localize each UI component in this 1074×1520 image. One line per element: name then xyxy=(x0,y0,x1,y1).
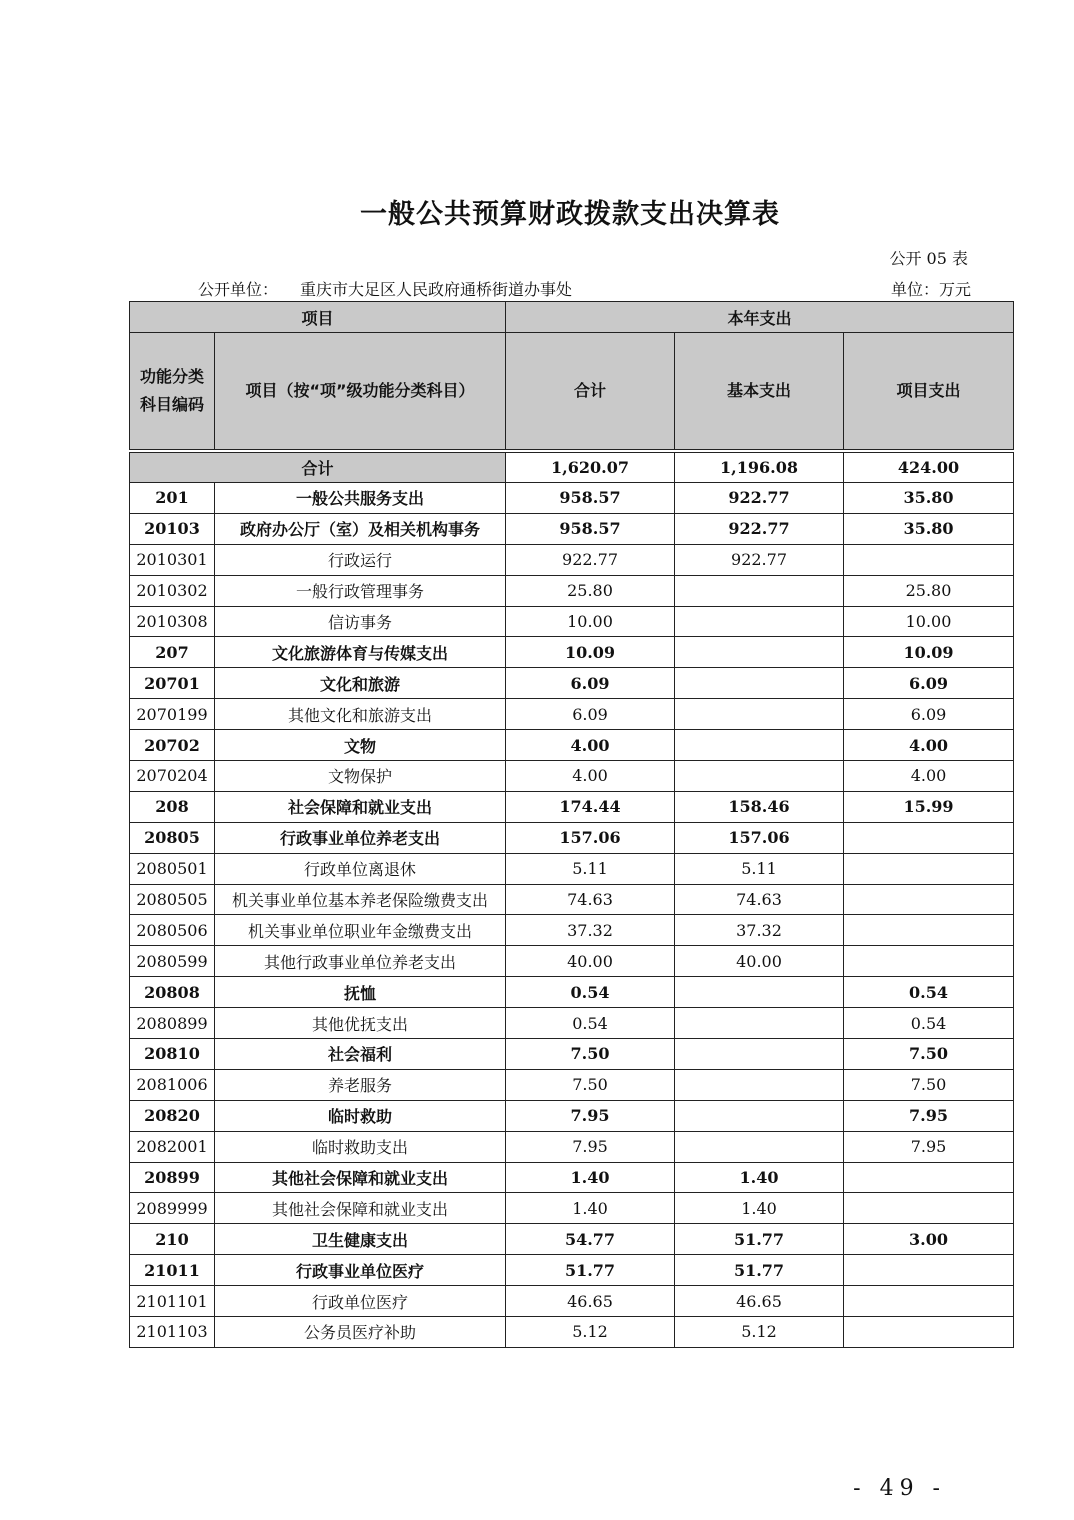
budget-table xyxy=(129,301,1014,1348)
row-total: 40.00 xyxy=(506,946,675,977)
row-total: 4.00 xyxy=(506,730,675,761)
row-total: 10.09 xyxy=(506,637,675,668)
row-code: 20808 xyxy=(130,977,215,1008)
table-row xyxy=(130,791,1014,822)
unit-label: 公开单位： xyxy=(198,280,279,299)
row-project: 6.09 xyxy=(844,699,1014,730)
row-project: 0.54 xyxy=(844,1008,1014,1039)
row-code: 2082001 xyxy=(130,1131,215,1162)
table-row xyxy=(130,915,1014,946)
header-item: 项目 xyxy=(130,302,506,333)
row-project xyxy=(844,1193,1014,1224)
row-name: 行政单位医疗 xyxy=(215,1286,506,1317)
row-code: 21011 xyxy=(130,1255,215,1286)
table-row xyxy=(130,1224,1014,1255)
total-label: 合计 xyxy=(130,453,506,483)
page-number: - 49 - xyxy=(853,1476,946,1501)
row-code: 2070204 xyxy=(130,761,215,792)
row-name: 公务员医疗补助 xyxy=(215,1317,506,1348)
row-total: 958.57 xyxy=(506,483,675,514)
row-project xyxy=(844,884,1014,915)
header-total: 合计 xyxy=(506,333,675,450)
row-basic xyxy=(675,1069,844,1100)
header-basic: 基本支出 xyxy=(675,333,844,450)
row-basic xyxy=(675,1100,844,1131)
row-code: 20701 xyxy=(130,668,215,699)
table-row xyxy=(130,575,1014,606)
row-basic xyxy=(675,668,844,699)
row-total: 10.00 xyxy=(506,606,675,637)
row-basic: 922.77 xyxy=(675,544,844,575)
money-unit: 单位：万元 xyxy=(890,280,971,299)
row-name: 卫生健康支出 xyxy=(215,1224,506,1255)
row-name: 文物保护 xyxy=(215,761,506,792)
row-basic: 37.32 xyxy=(675,915,844,946)
unit-name: 重庆市大足区人民政府通桥街道办事处 xyxy=(300,280,573,299)
row-name: 养老服务 xyxy=(215,1069,506,1100)
row-project xyxy=(844,544,1014,575)
row-total: 958.57 xyxy=(506,513,675,544)
header-code: 功能分类科目编码 xyxy=(130,333,215,450)
table-row xyxy=(130,853,1014,884)
row-total: 1.40 xyxy=(506,1162,675,1193)
row-project xyxy=(844,1255,1014,1286)
row-name: 临时救助 xyxy=(215,1100,506,1131)
row-total: 37.32 xyxy=(506,915,675,946)
row-basic xyxy=(675,1131,844,1162)
row-basic: 1.40 xyxy=(675,1162,844,1193)
row-project: 10.09 xyxy=(844,637,1014,668)
table-row xyxy=(130,1286,1014,1317)
row-code: 20820 xyxy=(130,1100,215,1131)
table-row xyxy=(130,606,1014,637)
row-basic: 922.77 xyxy=(675,483,844,514)
row-basic xyxy=(675,761,844,792)
row-project: 35.80 xyxy=(844,513,1014,544)
row-code: 210 xyxy=(130,1224,215,1255)
row-code: 2080506 xyxy=(130,915,215,946)
row-code: 2089999 xyxy=(130,1193,215,1224)
header-project: 项目支出 xyxy=(844,333,1014,450)
row-basic: 922.77 xyxy=(675,513,844,544)
table-row xyxy=(130,544,1014,575)
row-project: 7.50 xyxy=(844,1039,1014,1070)
row-total: 46.65 xyxy=(506,1286,675,1317)
row-name: 一般行政管理事务 xyxy=(215,575,506,606)
header-row-1 xyxy=(130,302,1014,333)
total-row xyxy=(130,453,1014,483)
row-project: 3.00 xyxy=(844,1224,1014,1255)
row-name: 行政运行 xyxy=(215,544,506,575)
table-row xyxy=(130,668,1014,699)
row-code: 2070199 xyxy=(130,699,215,730)
row-total: 5.12 xyxy=(506,1317,675,1348)
row-total: 6.09 xyxy=(506,668,675,699)
table-row xyxy=(130,1100,1014,1131)
table-row xyxy=(130,1255,1014,1286)
row-name: 行政单位离退休 xyxy=(215,853,506,884)
row-total: 5.11 xyxy=(506,853,675,884)
row-code: 2080501 xyxy=(130,853,215,884)
row-basic xyxy=(675,637,844,668)
row-name: 其他优抚支出 xyxy=(215,1008,506,1039)
row-code: 2010308 xyxy=(130,606,215,637)
table-row xyxy=(130,1193,1014,1224)
row-name: 行政事业单位养老支出 xyxy=(215,822,506,853)
row-total: 922.77 xyxy=(506,544,675,575)
header-row-2 xyxy=(130,333,1014,450)
row-basic xyxy=(675,699,844,730)
row-total: 7.50 xyxy=(506,1069,675,1100)
row-name: 其他社会保障和就业支出 xyxy=(215,1193,506,1224)
table-row xyxy=(130,730,1014,761)
table-row xyxy=(130,1069,1014,1100)
row-project: 35.80 xyxy=(844,483,1014,514)
row-name: 社会保障和就业支出 xyxy=(215,791,506,822)
row-project: 7.95 xyxy=(844,1100,1014,1131)
row-basic xyxy=(675,1008,844,1039)
row-basic xyxy=(675,1039,844,1070)
table-row xyxy=(130,977,1014,1008)
header-name: 项目（按“项”级功能分类科目） xyxy=(215,333,506,450)
table-row xyxy=(130,1039,1014,1070)
row-project: 25.80 xyxy=(844,575,1014,606)
row-basic xyxy=(675,606,844,637)
row-code: 2010302 xyxy=(130,575,215,606)
row-basic: 51.77 xyxy=(675,1255,844,1286)
row-total: 74.63 xyxy=(506,884,675,915)
row-basic: 46.65 xyxy=(675,1286,844,1317)
row-code: 2080505 xyxy=(130,884,215,915)
row-project: 7.50 xyxy=(844,1069,1014,1100)
row-project xyxy=(844,946,1014,977)
row-basic: 74.63 xyxy=(675,884,844,915)
row-name: 一般公共服务支出 xyxy=(215,483,506,514)
row-name: 社会福利 xyxy=(215,1039,506,1070)
row-name: 临时救助支出 xyxy=(215,1131,506,1162)
row-basic xyxy=(675,977,844,1008)
row-name: 文物 xyxy=(215,730,506,761)
total-basic: 1,196.08 xyxy=(675,453,844,483)
row-total: 7.95 xyxy=(506,1100,675,1131)
row-total: 1.40 xyxy=(506,1193,675,1224)
row-basic: 5.11 xyxy=(675,853,844,884)
row-project: 4.00 xyxy=(844,730,1014,761)
header-year-expenditure: 本年支出 xyxy=(506,302,1014,333)
table-row xyxy=(130,884,1014,915)
row-name: 其他文化和旅游支出 xyxy=(215,699,506,730)
page-title: 一般公共预算财政拨款支出决算表 xyxy=(360,199,780,230)
table-row xyxy=(130,1008,1014,1039)
row-basic xyxy=(675,730,844,761)
row-basic: 1.40 xyxy=(675,1193,844,1224)
row-code: 20805 xyxy=(130,822,215,853)
table-row xyxy=(130,761,1014,792)
row-project xyxy=(844,853,1014,884)
row-project xyxy=(844,1162,1014,1193)
row-name: 行政事业单位医疗 xyxy=(215,1255,506,1286)
row-code: 20702 xyxy=(130,730,215,761)
row-basic: 51.77 xyxy=(675,1224,844,1255)
row-total: 7.95 xyxy=(506,1131,675,1162)
row-name: 政府办公厅（室）及相关机构事务 xyxy=(215,513,506,544)
row-basic: 158.46 xyxy=(675,791,844,822)
table-row xyxy=(130,1162,1014,1193)
row-basic: 157.06 xyxy=(675,822,844,853)
row-code: 2080899 xyxy=(130,1008,215,1039)
row-total: 174.44 xyxy=(506,791,675,822)
table-row xyxy=(130,483,1014,514)
row-name: 机关事业单位基本养老保险缴费支出 xyxy=(215,884,506,915)
row-name: 机关事业单位职业年金缴费支出 xyxy=(215,915,506,946)
table-row xyxy=(130,822,1014,853)
row-total: 25.80 xyxy=(506,575,675,606)
table-row xyxy=(130,946,1014,977)
row-name: 文化旅游体育与传媒支出 xyxy=(215,637,506,668)
row-project: 7.95 xyxy=(844,1131,1014,1162)
row-code: 208 xyxy=(130,791,215,822)
row-basic xyxy=(675,575,844,606)
row-code: 20899 xyxy=(130,1162,215,1193)
row-total: 6.09 xyxy=(506,699,675,730)
table-row xyxy=(130,1317,1014,1348)
row-project: 15.99 xyxy=(844,791,1014,822)
row-code: 2101103 xyxy=(130,1317,215,1348)
row-code: 20810 xyxy=(130,1039,215,1070)
row-project xyxy=(844,1286,1014,1317)
row-project: 0.54 xyxy=(844,977,1014,1008)
total-project: 424.00 xyxy=(844,453,1014,483)
row-total: 0.54 xyxy=(506,977,675,1008)
row-code: 20103 xyxy=(130,513,215,544)
row-code: 2010301 xyxy=(130,544,215,575)
row-total: 51.77 xyxy=(506,1255,675,1286)
row-code: 201 xyxy=(130,483,215,514)
row-basic: 40.00 xyxy=(675,946,844,977)
table-row xyxy=(130,1131,1014,1162)
row-project: 6.09 xyxy=(844,668,1014,699)
row-total: 54.77 xyxy=(506,1224,675,1255)
row-project: 10.00 xyxy=(844,606,1014,637)
row-name: 其他社会保障和就业支出 xyxy=(215,1162,506,1193)
total-amount: 1,620.07 xyxy=(506,453,675,483)
form-number: 公开 05 表 xyxy=(889,249,968,268)
row-total: 4.00 xyxy=(506,761,675,792)
row-project xyxy=(844,1317,1014,1348)
row-code: 2101101 xyxy=(130,1286,215,1317)
row-total: 7.50 xyxy=(506,1039,675,1070)
row-code: 2080599 xyxy=(130,946,215,977)
row-name: 其他行政事业单位养老支出 xyxy=(215,946,506,977)
row-name: 信访事务 xyxy=(215,606,506,637)
row-code: 2081006 xyxy=(130,1069,215,1100)
row-name: 抚恤 xyxy=(215,977,506,1008)
row-project xyxy=(844,822,1014,853)
row-name: 文化和旅游 xyxy=(215,668,506,699)
row-project: 4.00 xyxy=(844,761,1014,792)
row-basic: 5.12 xyxy=(675,1317,844,1348)
row-total: 157.06 xyxy=(506,822,675,853)
table-row xyxy=(130,637,1014,668)
row-total: 0.54 xyxy=(506,1008,675,1039)
row-code: 207 xyxy=(130,637,215,668)
row-project xyxy=(844,915,1014,946)
table-row xyxy=(130,699,1014,730)
table-row xyxy=(130,513,1014,544)
